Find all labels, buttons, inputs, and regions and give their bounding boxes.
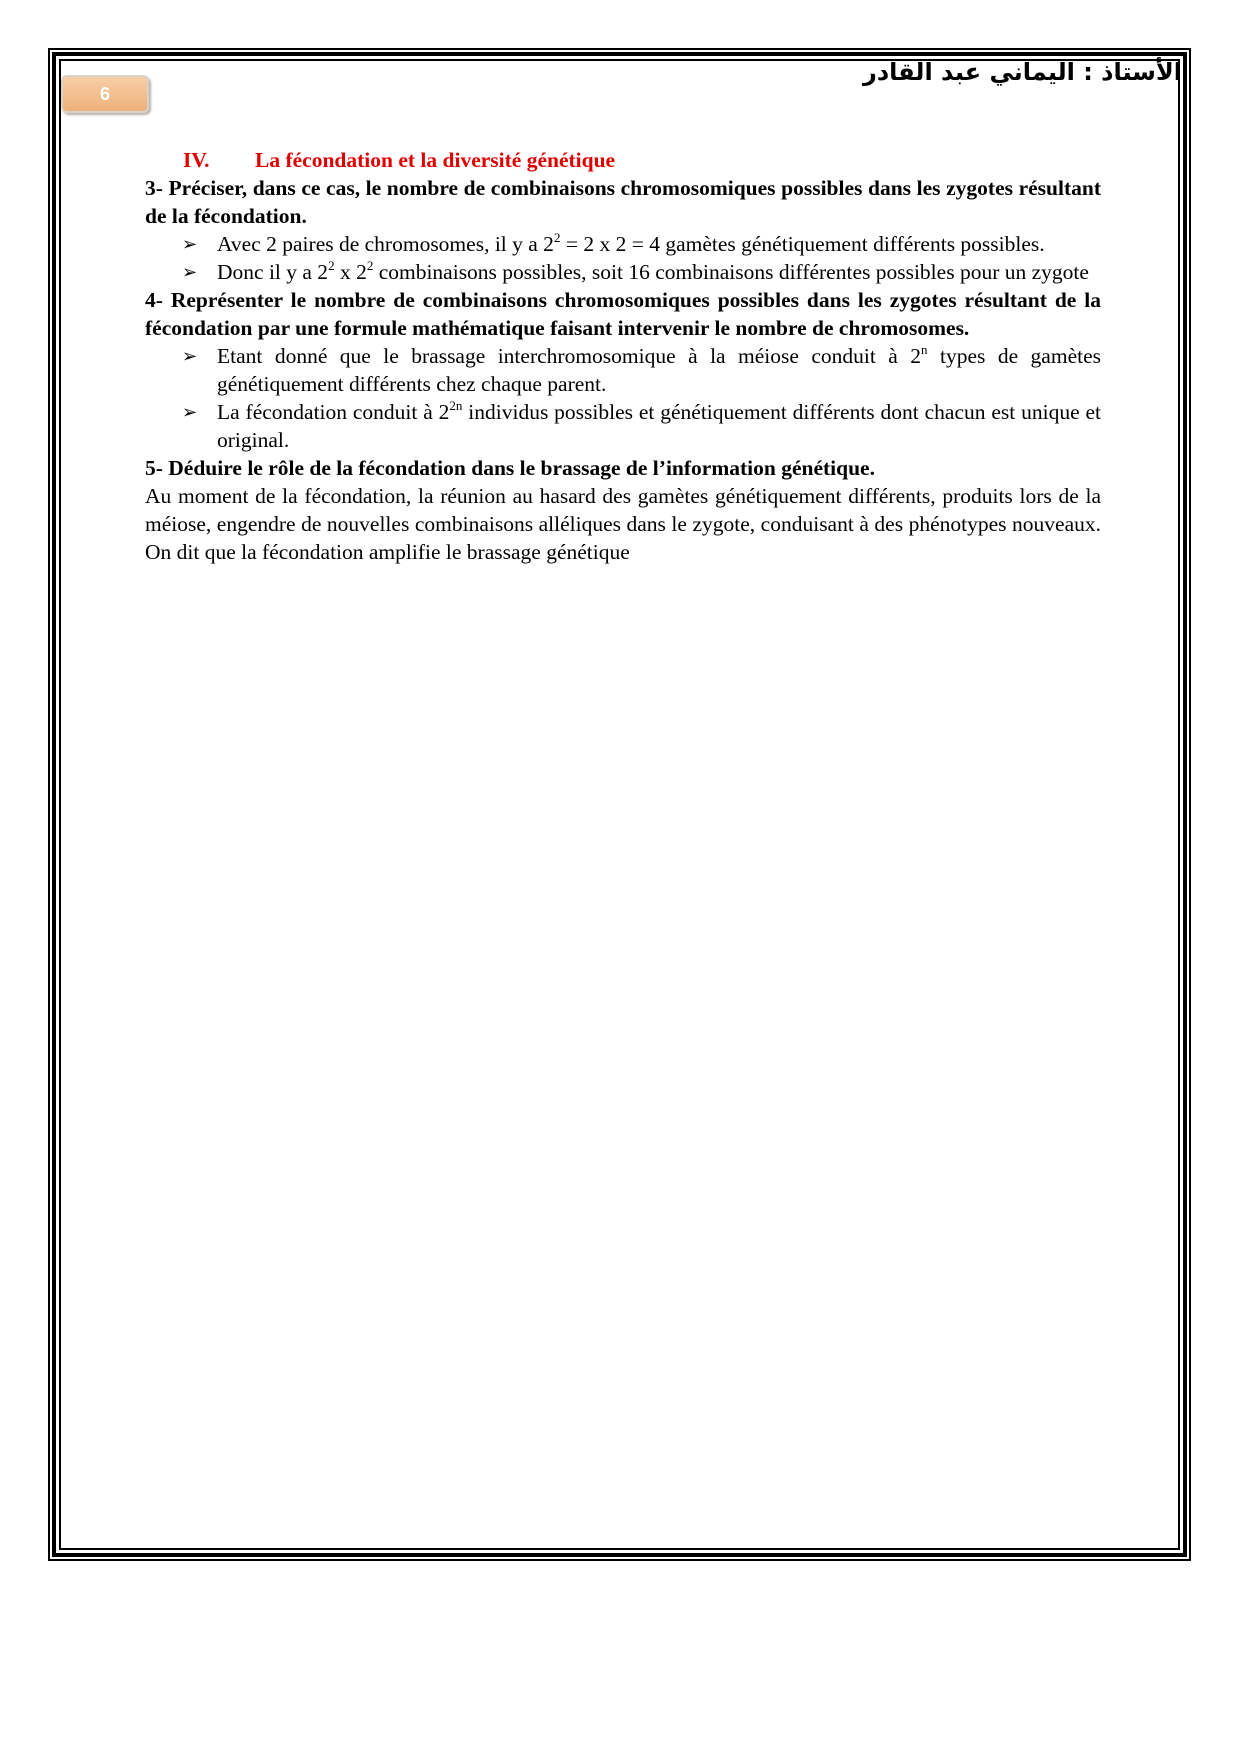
question-4-answers [145,342,1101,454]
bullet-item: ➢ Donc il y a $2^2$ x $2^2$ combinaisons possibles, soit 16 combinaisons différentes possibles pour un zygote [182,258,1089,284]
section-number: IV. [183,148,210,172]
section-title: La fécondation et la diversité génétique [255,148,616,172]
bullet-item: ➢ Etant donné que le brassage interchromosomique à la méiose conduit à 2$^n$ types de gamètes génétiquement différents chez chaque parent. [182,342,1101,396]
question-3: 3- Préciser, dans ce cas, le nombre de combinaisons chromosomiques possibles dans les zygotes résultant de la fécondation. [145,176,1101,228]
arrow-bullet-icon: ➢ [182,262,198,282]
arrow-bullet-icon: ➢ [182,234,198,254]
question-3-answers [145,230,1101,286]
arrow-bullet-icon: ➢ [182,346,198,366]
question-5-answer: Au moment de la fécondation, la réunion au hasard des gamètes génétiquement différents, produits lors de la méiose, engendre de nouvelles combinaisons alléliques dans le zygote, conduisant à des phénotypes nouveaux. On dit que la fécondation amplifie le brassage génétique [145,484,1101,564]
arrow-bullet-icon: ➢ [182,402,198,422]
section-heading [145,146,1101,174]
bullet-item: ➢ Avec 2 paires de chromosomes, il y a $2^2 = 2$ x 2 = 4 gamètes génétiquement différents possibles. [182,230,1045,256]
document-body [145,146,1101,566]
question-4: 4- Représenter le nombre de combinaisons chromosomiques possibles dans les zygotes résultant de la fécondation par une formule mathématique faisant intervenir le nombre de chromosomes. [145,288,1101,340]
question-5: 5- Déduire le rôle de la fécondation dans le brassage de l’information génétique. [145,456,875,480]
author-header: الأستاذ : اليماني عبد القادر [863,58,1182,86]
page-number-badge: 6 [61,75,149,113]
bullet-item: ➢ La fécondation conduit à $2^{2n}$ individus possibles et génétiquement différents dont chacun est unique et original. [182,398,1101,452]
